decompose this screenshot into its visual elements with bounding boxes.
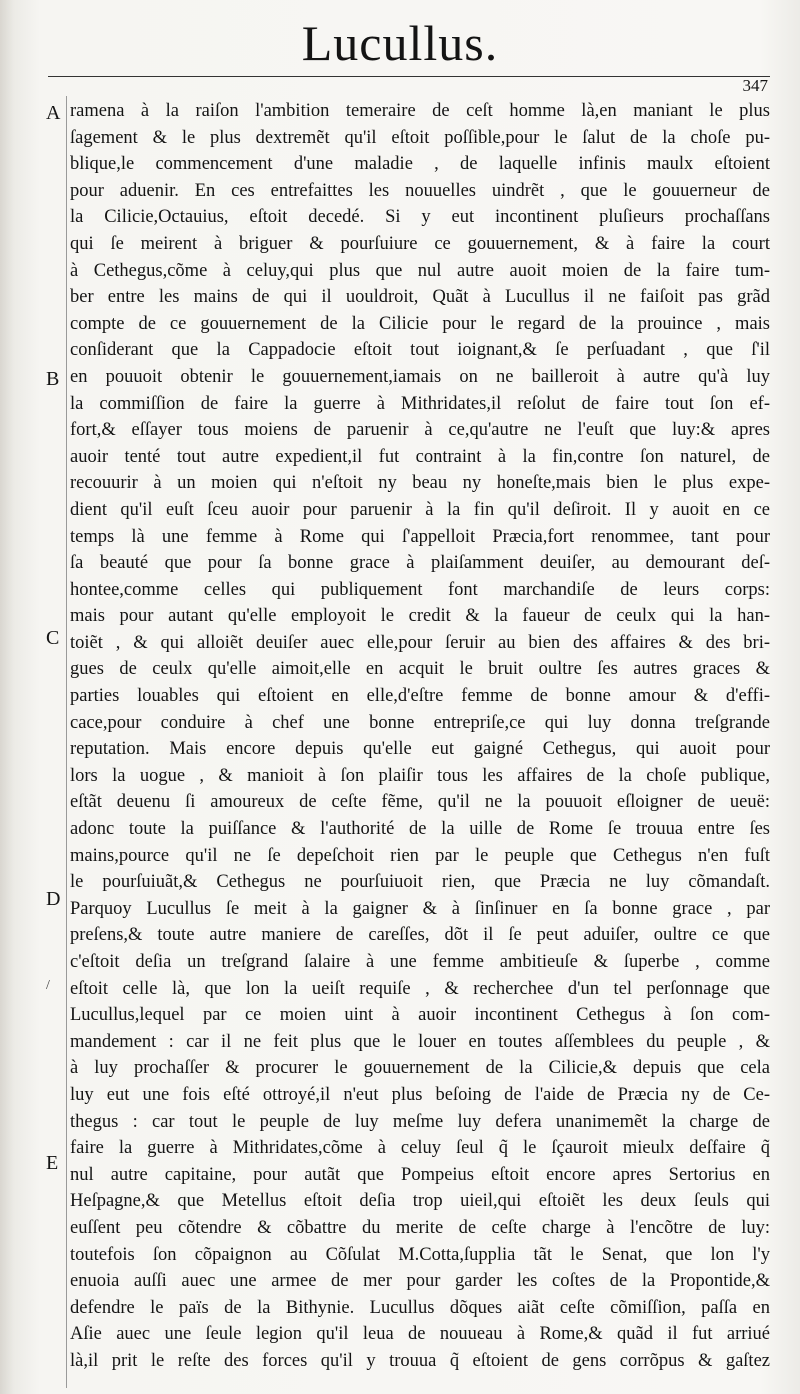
text-line: blique,le commencement d'une maladie , de laquelle infinis maulx eſtoient (70, 154, 770, 175)
text-line: preſens,& toute autre maniere de careſſes, dõt il ſe peut aduiſer, oultre ce que (70, 925, 770, 946)
text-line: luy eut une fois eſté ottroyé,il n'eut plus beſoing de l'aide de Præcia ny de Ce- (70, 1084, 770, 1105)
text-line: gues de ceulx qu'elle aimoit,elle en acquit le bruit oultre ſes autres graces & (70, 659, 770, 680)
header-rule (48, 76, 770, 77)
text-line: defendre le païs de la Bithynie. Lucullus dõques aiãt ceſte cõmiſſion, paſſa en (70, 1297, 770, 1318)
text-line: faire la guerre à Mithridates,cõme à celuy ſeul q̃ le ſçauroit mieulx deſfaire q̃ (70, 1138, 770, 1159)
text-line: ber entre les mains de qui il uouldroit, Quãt à Lucullus il ne faiſoit pas grãd (70, 287, 770, 308)
margin-slash-mark: / (46, 978, 50, 993)
text-line: reputation. Mais encore depuis qu'elle eut gaigné Cethegus, qui auoit pour (70, 739, 770, 760)
body-text (70, 98, 770, 1375)
text-line: auoir tenté tout autre expedient,il fut contraint à la fin,contre ſon naturel, de (70, 446, 770, 467)
text-line: le pourſuiuãt,& Cethegus ne pourſuiuoit rien, que Præcia ne luy cõmandaſt. (70, 872, 770, 893)
text-line: mains,pource qu'il ne ſe depeſchoit rien par le peuple que Cethegus n'en fuſt (70, 845, 770, 866)
text-line: enuoia auſſi auec une armee de mer pour garder les coſtes de la Propontide,& (70, 1271, 770, 1292)
text-line: eſtoit celle là, que lon la ueiſt requiſe , & recherchee d'un tel perſonnage que (70, 978, 770, 999)
text-line: ſa beauté que pour ſa bonne grace à plaiſamment deuiſer, au demourant deſ- (70, 553, 770, 574)
text-line: la commiſſion de faire la guerre à Mithridates,il reſolut de faire tout ſon ef- (70, 393, 770, 414)
text-line: mais pour autant qu'elle employoit le credit & la faueur de ceulx qui la han- (70, 606, 770, 627)
text-line: euſſent peu cõtendre & cõbattre du merite de ceſte charge à l'encõtre de luy: (70, 1217, 770, 1238)
text-line: Heſpagne,& que Metellus eſtoit deſia trop uieil,qui eſtoiẽt les deux ſeuls qui (70, 1191, 770, 1212)
text-line: parties louables qui eſtoient en elle,d'eſtre femme de bonne amour & d'effi- (70, 686, 770, 707)
margin-marker-d: D (46, 888, 61, 910)
text-line: compte de ce gouuernement de la Cilicie pour le regard de la prouince , mais (70, 313, 770, 334)
text-line: Aſie auec une ſeule legion qu'il leua de nouueau à Rome,& quãd il fut arriué (70, 1324, 770, 1345)
text-line: thegus : car tout le peuple de luy meſme luy defera unanimemẽt la charge de (70, 1111, 770, 1132)
left-margin-rule (66, 96, 67, 1388)
text-line: hontee,comme celles qui publiquement font marchandiſe de leurs corps: (70, 579, 770, 600)
text-line: qui ſe meirent à briguer & pourſuiure ce gouuernement, & à faire la court (70, 233, 770, 254)
text-line: en pouuoit obtenir le gouuernement,iamais on ne bailleroit à autre qu'à luy (70, 366, 770, 387)
text-line: nul autre capitaine, pour autãt que Pompeius eſtoit encore apres Sertorius en (70, 1164, 770, 1185)
text-line: recouurir à un moien qui n'eſtoit ny beau ny honeſte,mais bien le plus expe- (70, 473, 770, 494)
text-line: cace,pour conduire à chef une bonne entrepriſe,ce qui luy donna treſgrande (70, 712, 770, 733)
text-line: lors la uogue , & manioit à ſon plaiſir tous les affaires de la choſe publique, (70, 765, 770, 786)
text-line: ramena à la raiſon l'ambition temeraire de ceſt homme là,en maniant le plus (70, 101, 770, 121)
text-line: temps là une femme à Rome qui ſ'appelloit Præcia,fort renommee, tant pour (70, 526, 770, 547)
margin-marker-a: A (46, 102, 61, 124)
text-line: adonc toute la puiſſance & l'authorité de la uille de Rome ſe trouua entre ſes (70, 819, 770, 840)
text-line: conſiderant que la Cappadocie eſtoit tout ioignant,& ſe perſuadant , que ſ'il (70, 340, 770, 361)
running-title: Lucullus. (301, 15, 499, 71)
margin-marker-c: C (46, 627, 60, 649)
margin-marker-e: E (46, 1152, 59, 1174)
text-line: là,il prit le reſte des forces qu'il y trouua q̃ eſtoient de gens corrõpus & gaſtez (70, 1350, 770, 1371)
text-line: dient qu'il euſt ſceu auoir pour paruenir à la fin qu'il deſiroit. Il y auoit en ce (70, 499, 770, 520)
text-line: mandement : car il ne feit plus que le louer en toutes aſſemblees du peuple , & (70, 1031, 770, 1052)
text-line: pour aduenir. En ces entrefaittes les nouuelles uindrẽt , que le gouuerneur de (70, 180, 770, 201)
text-line: toiẽt , & qui alloiẽt deuiſer auec elle,pour ſeruir au bien des affaires & des bri- (70, 632, 770, 653)
text-line: Lucullus,lequel par ce moien uint à auoir incontinent Cethegus à ſon com- (70, 1005, 770, 1026)
text-line: la Cilicie,Octauius, eſtoit decedé. Si y eut incontinent pluſieurs prochaſſans (70, 207, 770, 228)
text-line: ſagement & le plus dextremẽt qu'il eſtoit poſſible,pour le ſalut de la choſe pu- (70, 127, 770, 148)
text-line: toutefois ſon cõpaignon au Cõſulat M.Cotta,ſupplia tãt le Senat, que lon l'y (70, 1244, 770, 1265)
page-number: 347 (742, 76, 768, 95)
text-line: eſtãt deuenu ſi amoureux de ceſte fẽme, qu'il ne la pouuoit eſloigner de ueuë: (70, 792, 770, 813)
margin-marker-b: B (46, 368, 60, 390)
text-line: à Cethegus,cõme à celuy,qui plus que nul autre auoit moien de la faire tum- (70, 260, 770, 281)
text-line: c'eſtoit deſia un treſgrand ſalaire à une femme ambitieuſe & ſuperbe , comme (70, 952, 770, 972)
text-line: Parquoy Lucullus ſe meit à la gaigner & à ſinſinuer en ſa bonne grace , par (70, 898, 770, 919)
text-line: fort,& eſſayer tous moiens de paruenir à ce,qu'autre ne l'euſt que luy:& apres (70, 420, 770, 441)
text-line: à luy prochaſſer & procurer le gouuernement de la Cilicie,& depuis que cela (70, 1058, 770, 1079)
